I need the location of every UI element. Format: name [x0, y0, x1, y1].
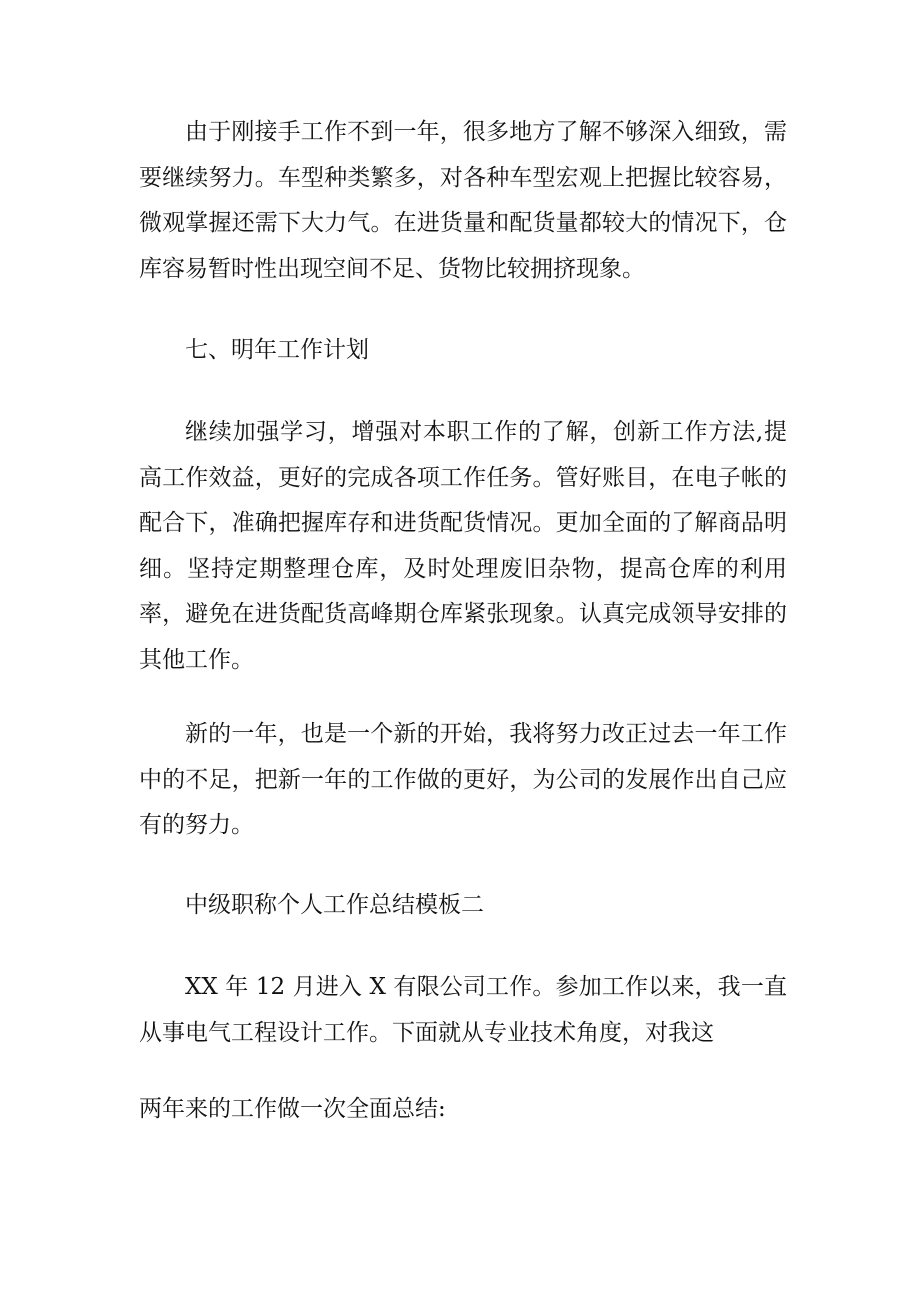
section-heading-next-year-plan: 七、明年工作计划: [185, 337, 369, 363]
paragraph-closing: 新的一年，也是一个新的开始，我将努力改正过去一年工作中的不足，把新一年的工作做的更好，为公司的发展作出自己应有的努力。: [139, 721, 787, 838]
paragraph-intro: XX 年 12 月进入 X 有限公司工作。参加工作以来，我一直从事电气工程设计工作。下面就从专业技术角度，对我这: [139, 974, 787, 1046]
paragraph-shortcomings: 由于刚接手工作不到一年，很多地方了解不够深入细致，需要继续努力。车型种类繁多，对各种车型宏观上把握比较容易，微观掌握还需下大力气。在进货量和配货量都较大的情况下，仓库容易暂时性出现空间不足、货物比较拥挤现象。: [139, 119, 787, 282]
paragraph-work-plan: 继续加强学习，增强对本职工作的了解，创新工作方法,提高工作效益，更好的完成各项工作任务。管好账目，在电子帐的配合下，准确把握库存和进货配货情况。更加全面的了解商品明细。坚持定期整理仓库，及时处理废旧杂物，提高仓库的利用率，避免在进货配货高峰期仓库紧张现象。认真完成领导安排的其他工作。: [139, 419, 787, 673]
paragraph-intro-continued: 两年来的工作做一次全面总结:: [139, 1096, 446, 1122]
section-heading-template-two: 中级职称个人工作总结模板二: [185, 892, 484, 918]
